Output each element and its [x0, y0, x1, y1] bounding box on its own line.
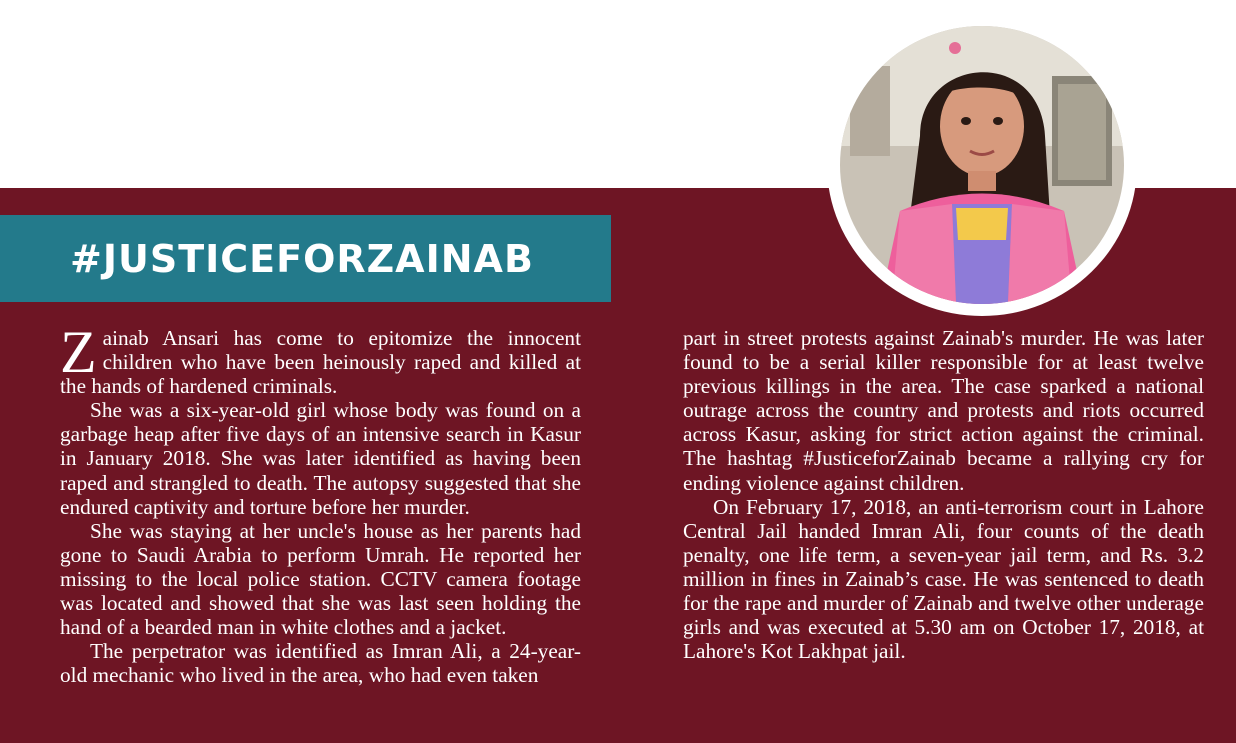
article-paragraph	[60, 319, 581, 399]
article-paragraph: part in street protests against Zainab's murder. He was later found to be a serial killer responsible for at least twelve previous killings in the area. The case sparked a national outrage across the country and protests and riots occurred across Kasur, asking for strict action against the criminal. The hashtag #JusticeforZainab became a rallying cry for ending violence against children.	[683, 326, 1204, 495]
article-column-right	[683, 326, 1204, 663]
hashtag-title: #JUSTICEFORZAINAB	[70, 237, 534, 281]
article-paragraph: She was staying at her uncle's house as her parents had gone to Saudi Arabia to perform Umrah. He reported her missing to the local police station. CCTV camera footage was located and showed that she was last seen holding the hand of a bearded man in white clothes and a jacket.	[60, 518, 581, 640]
paragraph-text: ainab Ansari has come to epitomize the innocent children who have been heinously raped and killed at the hands of hardened criminals.	[60, 326, 581, 399]
portrait-photo-icon	[840, 26, 1124, 304]
article-paragraph: On February 17, 2018, an anti-terrorism court in Lahore Central Jail handed Imran Ali, four counts of the death penalty, one life term, a seven-year jail term, and Rs. 3.2 million in fines in Zainab’s case. He was sentenced to death for the rape and murder of Zainab and twelve other underage girls and was executed at 5.30 am on October 17, 2018, at Lahore's Kot Lakhpat jail.	[683, 494, 1204, 664]
article-paragraph: The perpetrator was identified as Imran Ali, a 24-year-old mechanic who lived in the area, who had even taken	[60, 639, 581, 688]
drop-cap: Z	[60, 319, 97, 385]
article-column-left	[60, 319, 581, 688]
portrait-photo	[827, 14, 1137, 316]
article-paragraph: She was a six-year-old girl whose body was found on a garbage heap after five days of an intensive search in Kasur in January 2018. She was later identified as having been raped and strangled to death. The autopsy suggested that she endured captivity and torture before her murder.	[60, 398, 581, 519]
